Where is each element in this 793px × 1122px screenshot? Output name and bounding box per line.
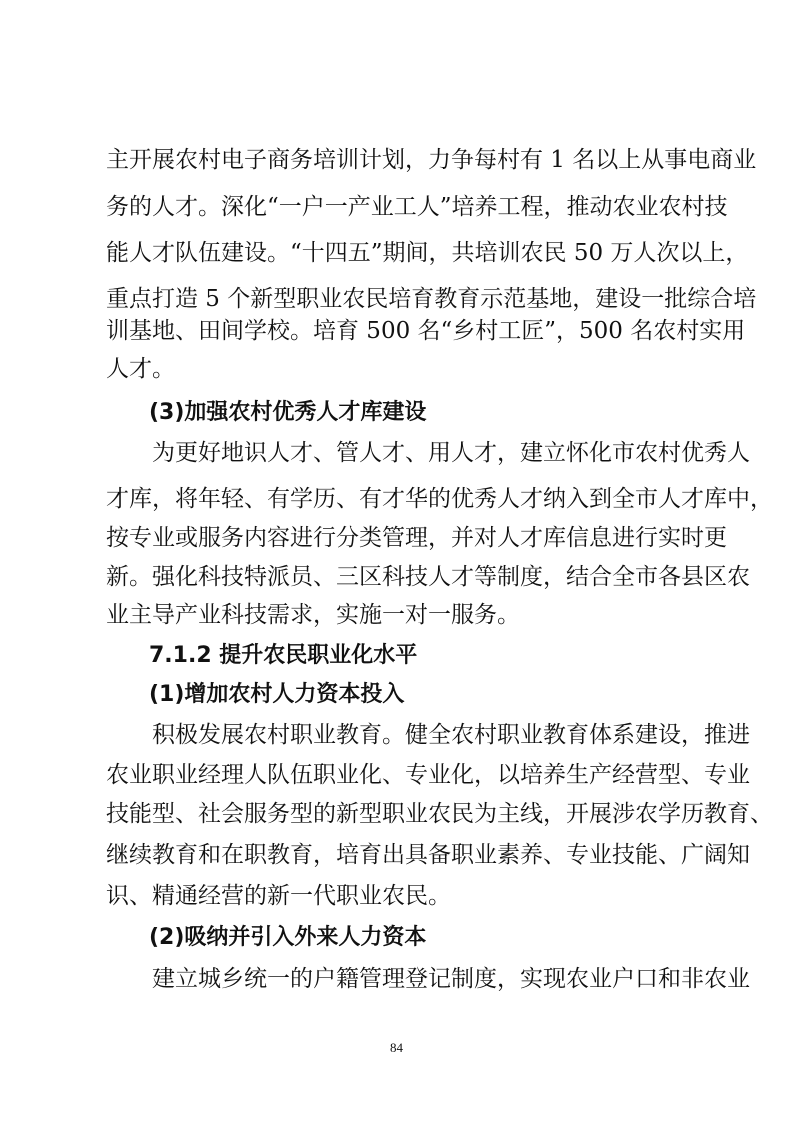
text-line: 才库，将年轻、有学历、有才华的优秀人才纳入到全市人才库中， (106, 486, 773, 512)
text-line: 主开展农村电子商务培训计划，力争每村有 1 名以上从事电商业 (106, 147, 757, 173)
text-line: 为更好地识人才、管人才、用人才，建立怀化市农村优秀人 (152, 440, 750, 466)
text-line: 技能型、社会服务型的新型职业农民为主线，开展涉农学历教育、 (106, 801, 773, 827)
text-line: 农业职业经理人队伍职业化、专业化，以培养生产经营型、专业 (106, 762, 750, 788)
section-heading: 7.1.2 提升农民职业化水平 (149, 643, 418, 668)
subsection-heading-1: (1)增加农村人力资本投入 (149, 682, 405, 707)
subsection-heading-3: (3)加强农村优秀人才库建设 (149, 400, 427, 425)
text-line: 继续教育和在职教育，培育出具备职业素养、专业技能、广阔知 (106, 842, 750, 868)
page-number: 84 (390, 1040, 403, 1055)
text-line: 新。强化科技特派员、三区科技人才等制度，结合全市各县区农 (106, 564, 750, 590)
text-line: 积极发展农村职业教育。健全农村职业教育体系建设，推进 (152, 722, 750, 748)
text-line: 务的人才。深化“一户一产业工人”培养工程，推动农业农村技 (106, 194, 728, 220)
text-line: 能人才队伍建设。“十四五”期间，共培训农民 50 万人次以上， (106, 240, 749, 266)
text-line: 识、精通经营的新一代职业农民。 (106, 883, 451, 909)
text-line: 业主导产业科技需求，实施一对一服务。 (106, 602, 520, 628)
text-line: 建立城乡统一的户籍管理登记制度，实现农业户口和非农业 (152, 966, 750, 992)
text-line: 按专业或服务内容进行分类管理，并对人才库信息进行实时更 (106, 525, 727, 551)
text-line: 训基地、田间学校。培育 500 名“乡村工匠”，500 名农村实用 (106, 318, 746, 344)
text-line: 人才。 (106, 356, 175, 382)
text-line: 重点打造 5 个新型职业农民培育教育示范基地，建设一批综合培 (106, 286, 757, 312)
subsection-heading-2: (2)吸纳并引入外来人力资本 (149, 925, 427, 950)
